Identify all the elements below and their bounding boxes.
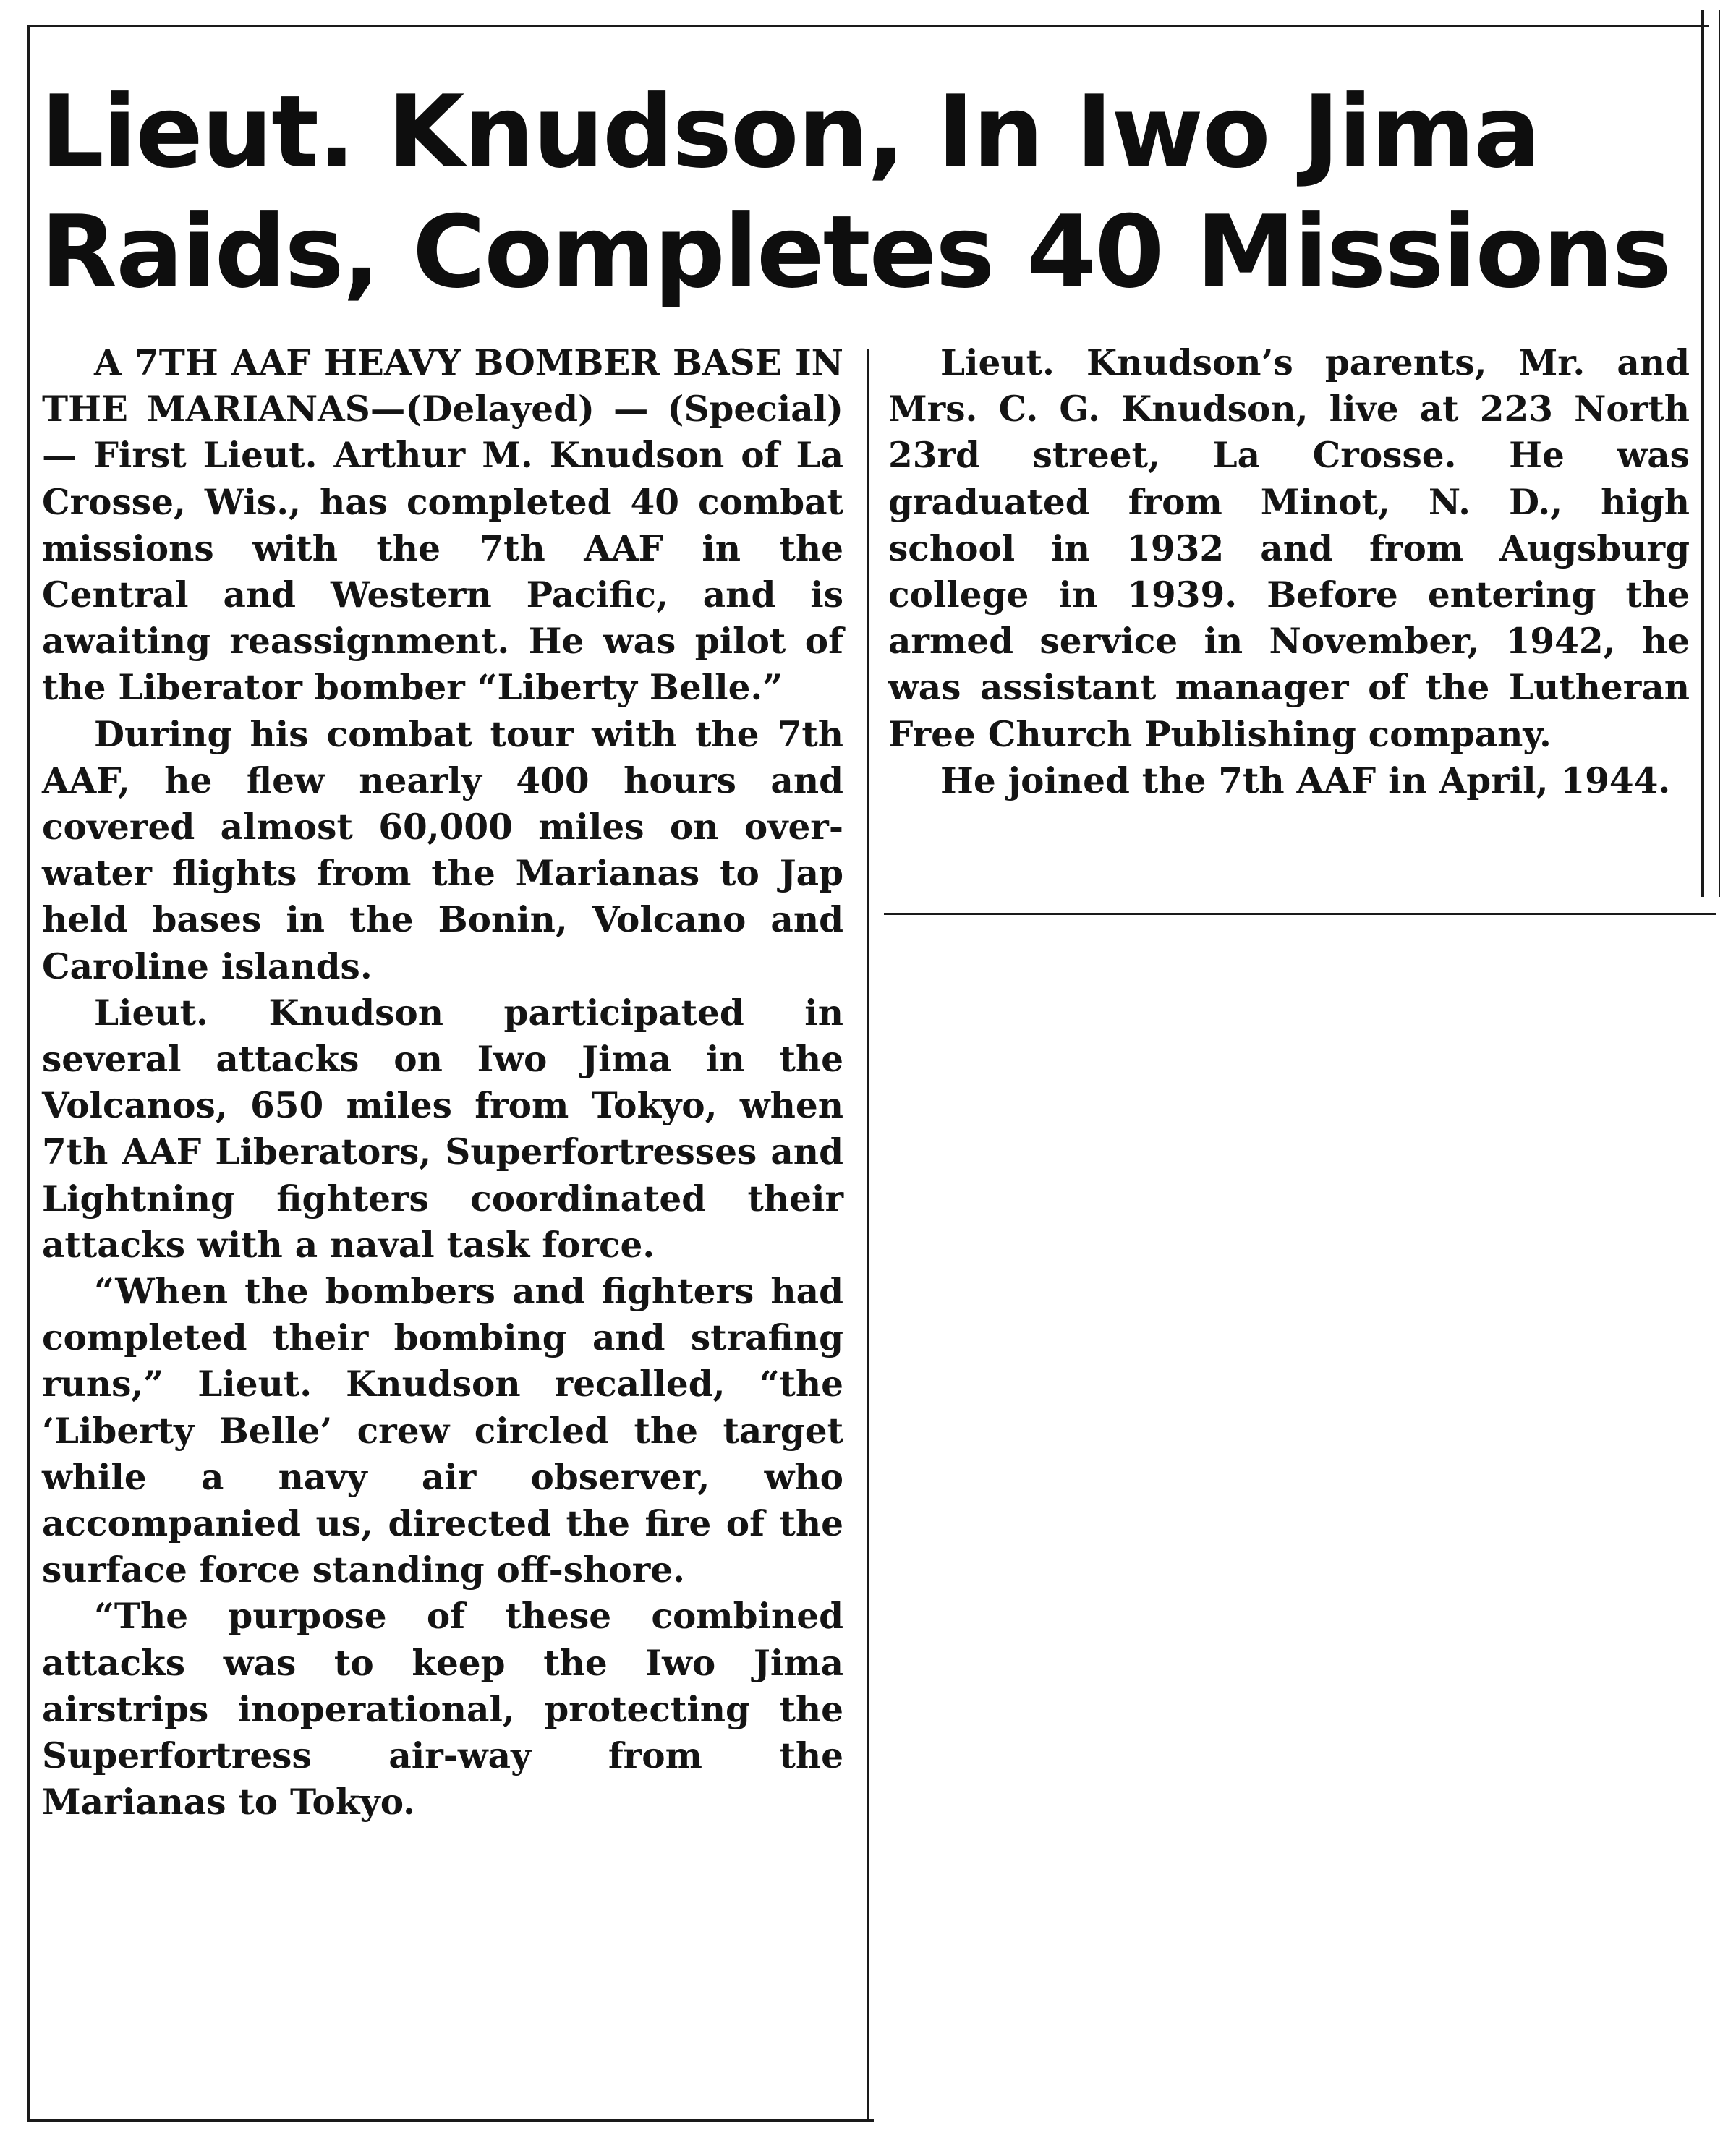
lede-text: First Lieut. Arthur M. Knudson of La Crosse, Wis., has completed 40 combat missions with the 7th AAF in the Central and Western Pacific, and is awaiting reassignment. He was pilot of the Liberator bomber “Liberty Belle.” xyxy=(42,435,843,709)
column-end-rule xyxy=(884,913,1716,915)
paragraph-lede xyxy=(42,340,843,712)
paragraph-iwo-jima-attacks: Lieut. Knudson participated in several attacks on Iwo Jima in the Volcanos, 650 miles from Tokyo, when 7th AAF Liberators, Superfortresses and Lightning fighters coordinated their attacks with a naval task force. xyxy=(42,992,843,1266)
paragraph-combat-tour: During his combat tour with the 7th AAF, he flew nearly 400 hours and covered almost 60,000 miles on over-water flights from the Marianas to Jap held bases in the Bonin, Volcano and Caroline islands. xyxy=(42,713,843,987)
right-border-rule-upper xyxy=(1701,10,1704,897)
left-border-rule xyxy=(27,25,30,2122)
paragraph-quote-purpose: “The purpose of these combined attacks was to keep the Iwo Jima airstrips inoperational, protecting the Superfortress air-way from the Marianas to Tokyo. xyxy=(42,1596,843,1823)
paragraph-quote-recalled: “When the bombers and fighters had completed their bombing and strafing runs,” Lieut. Knudson recalled, “the ‘Liberty Belle’ crew circled the target while a navy air observer, who accompanied us, directed the fire of the surface force standing off-shore. xyxy=(42,1271,843,1591)
right-column xyxy=(888,340,1690,804)
left-column xyxy=(42,340,843,1826)
column-divider-rule xyxy=(867,349,869,2119)
right-border-rule-thin xyxy=(1719,10,1720,897)
top-border-rule xyxy=(27,25,1709,27)
paragraph-joined: He joined the 7th AAF in April, 1944. xyxy=(940,759,1671,801)
headline-line-2: Raids, Completes 40 Missions xyxy=(41,194,1670,310)
bottom-border-rule xyxy=(27,2119,874,2122)
dateline: A 7TH AAF HEAVY BOMBER BASE IN THE MARIANAS—(Delayed) — (Special) — xyxy=(42,342,843,477)
headline-line-1: Lieut. Knudson, In Iwo Jima xyxy=(41,74,1540,190)
headline xyxy=(41,72,1690,312)
paragraph-biography: Lieut. Knudson’s parents, Mr. and Mrs. C. G. Knudson, live at 223 North 23rd street, La Crosse. He was graduated from Minot, N. D., high school in 1932 and from Augsburg college in 1939. Before entering the armed service in November, 1942, he was assistant manager of the Lutheran Free Church Publishing company. xyxy=(888,342,1690,755)
